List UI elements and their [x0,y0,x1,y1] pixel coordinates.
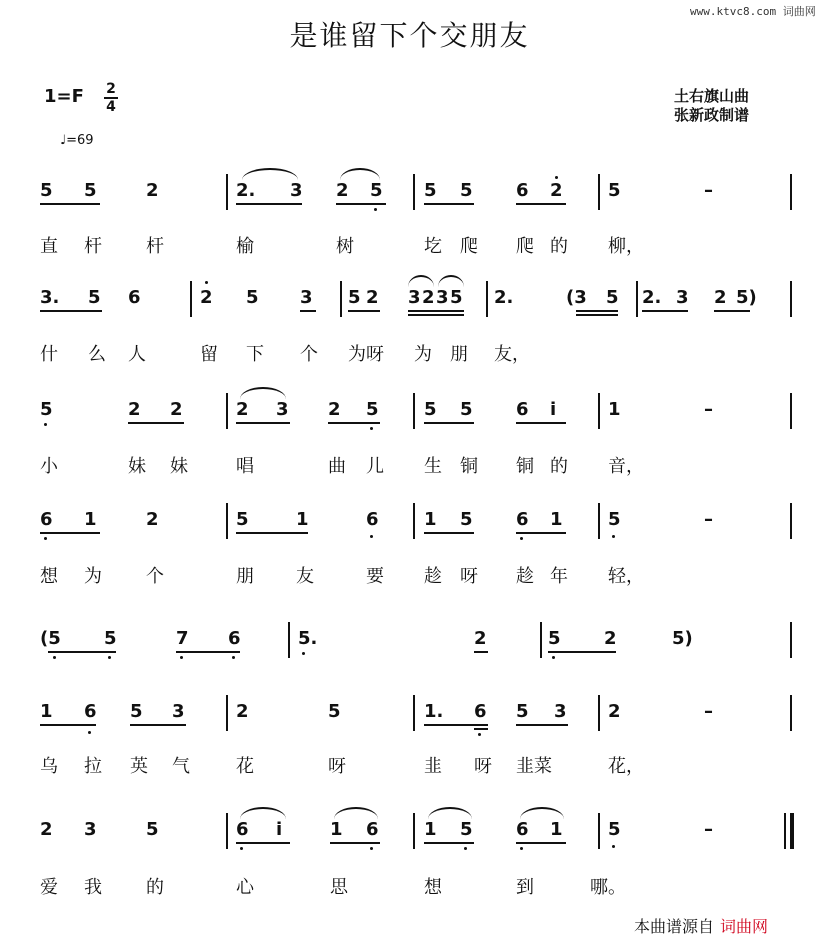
lyric: 杆 [84,236,102,257]
note: 3 [290,180,303,201]
octave-dot-low [612,535,615,538]
note: 6 [366,509,379,530]
lyric: 趁 [424,566,442,587]
note: 2 [328,399,341,420]
note: 5 [236,509,249,530]
notation-line-5 [0,622,819,682]
lyric: 哪。 [590,877,626,898]
lyric: 友 [296,566,314,587]
lyric: 到 [516,877,534,898]
octave-dot-low [552,656,555,659]
note: 5 [460,180,473,201]
note: 5 [84,180,97,201]
note: 2 [128,399,141,420]
note: 6 [366,819,379,840]
notation-line-2 [0,281,819,341]
underline [714,310,750,312]
barline [288,622,290,658]
note: 5 [424,180,437,201]
note: 2 [170,399,183,420]
final-barline-thin [784,813,786,849]
lyric: 杆 [146,236,164,257]
note: 1 [296,509,309,530]
barline [226,503,228,539]
underline [300,310,316,312]
note: 6 [128,287,141,308]
lyric-line-3 [0,452,819,478]
note: 5 [608,819,621,840]
octave-dot-high [205,281,208,284]
lyric: 年 [550,566,568,587]
note: 2 [474,628,487,649]
tie-arc [334,807,378,819]
lyric: 榆 [236,236,254,257]
lyric: 英 [130,756,148,777]
time-signature-bottom: 4 [106,99,116,115]
underline [408,314,464,316]
note: 2. [642,287,662,308]
note: (3 [566,287,587,308]
underline [516,422,566,424]
octave-dot-low [302,652,305,655]
note: 2 [200,287,213,308]
tie-arc [242,168,298,180]
note: 6 [236,819,249,840]
underline [424,842,474,844]
notation-line-1 [0,174,819,234]
underline [424,203,474,205]
octave-dot-low [464,847,467,850]
lyric: 轻， [608,566,644,587]
underline [328,422,380,424]
note: 6 [516,399,529,420]
barline [598,813,600,849]
lyric: 留 [200,344,218,365]
octave-dot-low [370,427,373,430]
notation-line-4 [0,503,819,563]
underline [40,724,96,726]
note: 1 [424,509,437,530]
underline [516,203,566,205]
note: 1 [550,819,563,840]
underline [128,422,184,424]
barline [598,503,600,539]
barline [226,813,228,849]
octave-dot-low [232,656,235,659]
octave-dot-low [44,423,47,426]
tie-arc [240,387,286,399]
lyric: 柳， [608,236,644,257]
lyric: 爱 [40,877,58,898]
underline [548,651,616,653]
underline [642,310,688,312]
barline [226,174,228,210]
underline [40,310,102,312]
note: 5 [104,628,117,649]
note: – [704,701,713,722]
lyric: 想 [424,877,442,898]
lyric: 曲 [328,456,346,477]
underline [424,532,474,534]
underline [348,310,380,312]
lyric: 呀 [474,756,492,777]
tie-arc [438,275,464,287]
lyric-line-7 [0,873,819,899]
note: 5 [348,287,361,308]
note: – [704,509,713,530]
notation-line-3 [0,393,819,453]
arranger-credit: 张新政制谱 [674,106,750,124]
lyric: 么 [88,344,106,365]
final-barline-thick [790,813,794,849]
lyric: 呀 [328,756,346,777]
octave-dot-low [44,537,47,540]
note: 5 [424,399,437,420]
underline [236,422,290,424]
note: i [550,399,557,420]
note: 2. [494,287,514,308]
barline [413,695,415,731]
barline [226,393,228,429]
lyric: 朋 [236,566,254,587]
barline [413,393,415,429]
underline [176,651,240,653]
note: i [276,819,283,840]
lyric: 什 [40,344,58,365]
lyric: 花 [236,756,254,777]
note: – [704,180,713,201]
underline [236,203,302,205]
lyric: 韭菜 [516,756,552,777]
lyric-line-4 [0,562,819,588]
lyric: 乌 [40,756,58,777]
lyric: 下 [246,344,264,365]
note: 3 [172,701,185,722]
lyric: 铜 [460,456,478,477]
note: 2 [336,180,349,201]
barline [598,174,600,210]
lyric: 拉 [84,756,102,777]
source-footer [634,914,768,937]
underline [236,532,308,534]
note: 2 [366,287,379,308]
octave-dot-low [612,845,615,848]
note: 5 [146,819,159,840]
underline [424,724,488,726]
barline [226,695,228,731]
underline [474,728,488,730]
note: 5 [88,287,101,308]
note: 3 [408,287,421,308]
lyric: 儿 [366,456,384,477]
lyric: 心 [236,877,254,898]
underline [336,203,386,205]
lyric: 呀 [460,566,478,587]
note: 2 [422,287,435,308]
lyric: 要 [366,566,384,587]
barline [636,281,638,317]
note: 1 [40,701,53,722]
note: 6 [516,180,529,201]
note: 1 [330,819,343,840]
barline [540,622,542,658]
lyric: 人 [128,344,146,365]
octave-dot-low [240,847,243,850]
lyric: 花， [608,756,644,777]
note: 5 [370,180,383,201]
octave-dot-low [520,537,523,540]
note: 7 [176,628,189,649]
lyric: 小 [40,456,58,477]
note: 5 [460,509,473,530]
note: 5 [450,287,463,308]
key-signature: 1=F [44,86,84,107]
barline [413,174,415,210]
barline [340,281,342,317]
note: 6 [474,701,487,722]
note: 5 [366,399,379,420]
notation-line-6 [0,695,819,755]
note: 5 [548,628,561,649]
footer-prefix: 本曲谱源自 [634,917,715,936]
lyric: 为 [84,566,102,587]
lyric: 生 [424,456,442,477]
note: 5 [460,399,473,420]
lyric: 圪 [424,236,442,257]
underline [516,724,568,726]
lyric: 音， [608,456,644,477]
tie-arc [520,807,564,819]
footer-brand-link[interactable]: 词曲网 [720,917,769,936]
note: 5 [40,180,53,201]
note: 5 [606,287,619,308]
lyric: 气 [172,756,190,777]
octave-dot-low [370,847,373,850]
notation-line-7 [0,813,819,873]
note: 6 [40,509,53,530]
lyric-line-1 [0,232,819,258]
note: 5 [516,701,529,722]
barline [790,393,792,429]
note: 2 [146,180,159,201]
note: 2 [40,819,53,840]
note: – [704,819,713,840]
underline [40,203,100,205]
note: 3 [554,701,567,722]
lyric: 朋 [450,344,468,365]
note: 5 [328,701,341,722]
underline [130,724,186,726]
lyric: 友， [494,344,530,365]
lyric: 个 [300,344,318,365]
barline [790,622,792,658]
note: 6 [516,509,529,530]
note: 1 [424,819,437,840]
lyric: 的 [146,877,164,898]
underline [576,314,618,316]
underline [516,532,566,534]
lyric: 的 [550,236,568,257]
note: 5 [608,509,621,530]
lyric: 个 [146,566,164,587]
note: 6 [228,628,241,649]
lyric: 直 [40,236,58,257]
octave-dot-low [108,656,111,659]
note: 5 [460,819,473,840]
lyric: 韭 [424,756,442,777]
barline [598,393,600,429]
underline [474,651,488,653]
lyric: 为呀 [348,344,384,365]
barline [413,503,415,539]
lyric: 爬 [516,236,534,257]
lyric-line-2 [0,340,819,366]
note: 5) [736,287,757,308]
tie-arc [340,168,380,180]
octave-dot-low [88,731,91,734]
note: 2 [714,287,727,308]
time-signature [104,82,118,114]
lyric: 为 [414,344,432,365]
octave-dot-low [374,208,377,211]
note: 1. [424,701,444,722]
note: 2 [604,628,617,649]
underline [424,422,474,424]
note: 2 [608,701,621,722]
barline [790,503,792,539]
lyric: 想 [40,566,58,587]
song-title: 是谁留下个交朋友 [289,19,530,52]
note: 3 [84,819,97,840]
note: 1 [608,399,621,420]
tie-arc [428,807,472,819]
underline [330,842,380,844]
octave-dot-low [180,656,183,659]
lyric: 趁 [516,566,534,587]
barline [790,695,792,731]
lyric: 的 [550,456,568,477]
time-signature-top: 2 [106,81,116,97]
note: 3 [676,287,689,308]
lyric: 妹 [128,456,146,477]
octave-dot-low [520,847,523,850]
barline [413,813,415,849]
underline [516,842,566,844]
octave-dot-low [370,535,373,538]
composer-credit: 土右旗山曲 [674,87,750,105]
underline [236,842,290,844]
octave-dot-low [53,656,56,659]
note: 2 [236,399,249,420]
lyric: 我 [84,877,102,898]
octave-dot-low [478,733,481,736]
lyric: 妹 [170,456,188,477]
note: 3 [300,287,313,308]
underline [408,310,464,312]
lyric: 铜 [516,456,534,477]
barline [790,281,792,317]
note: 3 [276,399,289,420]
note: 5. [298,628,318,649]
note: 3 [436,287,449,308]
note: 5 [246,287,259,308]
tie-arc [408,275,434,287]
note: 1 [84,509,97,530]
note: 2 [146,509,159,530]
tempo-marking: ♩=69 [60,133,94,148]
note: (5 [40,628,61,649]
lyric: 思 [330,877,348,898]
barline [598,695,600,731]
note: 5) [672,628,693,649]
note: 2. [236,180,256,201]
barline [486,281,488,317]
lyric: 唱 [236,456,254,477]
lyric: 树 [336,236,354,257]
site-watermark: www.ktvc8.com 词曲网 [690,5,816,18]
note: – [704,399,713,420]
note: 5 [40,399,53,420]
octave-dot-high [555,176,558,179]
tie-arc [240,807,286,819]
note: 2 [550,180,563,201]
lyric-line-6 [0,752,819,778]
underline [40,532,100,534]
note: 3. [40,287,60,308]
lyric: 爬 [460,236,478,257]
barline [790,174,792,210]
note: 1 [550,509,563,530]
underline [576,310,618,312]
underline [48,651,116,653]
note: 5 [130,701,143,722]
note: 5 [608,180,621,201]
barline [190,281,192,317]
note: 6 [84,701,97,722]
note: 2 [236,701,249,722]
note: 6 [516,819,529,840]
